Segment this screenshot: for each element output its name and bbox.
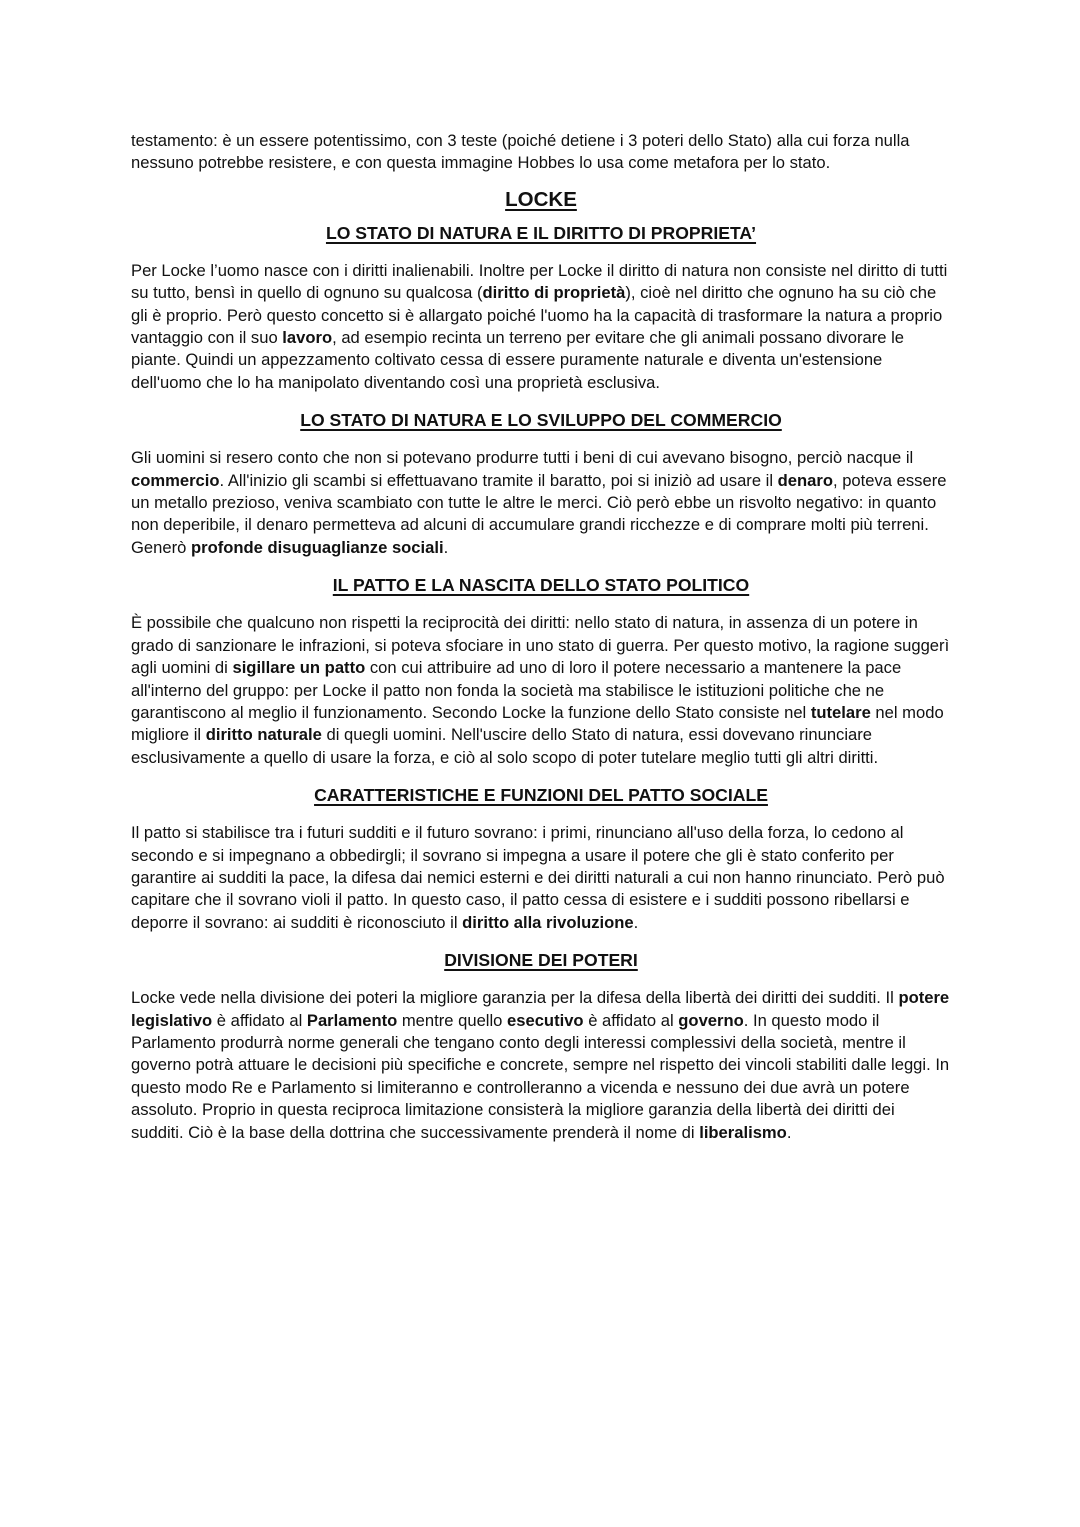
- section-paragraph-poteri: Locke vede nella divisione dei poteri la migliore garanzia per la difesa della libertà dei diritti dei sudditi. Il potere legislativo è affidato al Parlamento mentre quello esecutivo è affidato al governo. In questo modo il Parlamento produrrà norme generali che tengano conto degli interessi complessivi della società, mentre il governo potrà attuare le decisioni più specifiche e concrete, sempre nel rispetto dei vincoli stabiliti dalle leggi. In questo modo Re e Parlamento si limiteranno e controlleranno a vicenda e nessuno dei due avrà un potere assoluto. Proprio in questa reciproca limitazione consisterà la migliore garanzia della libertà dei diritti dei sudditi. Ciò è la base della dottrina che successivamente prenderà il nome di liberalismo.: [131, 988, 950, 1142]
- section-paragraph-patto: È possibile che qualcuno non rispetti la reciprocità dei diritti: nello stato di natura, in assenza di un potere in grado di sanzionare le infrazioni, si poteva sfociare in uno stato di guerra. Per questo motivo, la ragione suggerì agli uomini di sigillare un patto con cui attribuire ad uno di loro il potere necessario a mantenere la pace all'interno del gruppo: per Locke il patto non fonda la società ma stabilisce le istituzioni politiche che ne garantiscono al meglio il funzionamento. Secondo Locke la funzione dello Stato consiste nel tutelare nel modo migliore il diritto naturale di quegli uomini. Nell'uscire dello Stato di natura, essi dovevano rinunciare esclusivamente a quello di usare la forza, e ciò al solo scopo di poter tutelare meglio tutti gli altri diritti.: [131, 613, 950, 767]
- section-heading-proprieta: LO STATO DI NATURA E IL DIRITTO DI PROPRIETA’: [325, 222, 757, 243]
- section-paragraph-proprieta: Per Locke l’uomo nasce con i diritti inalienabili. Inoltre per Locke il diritto di natura non consiste nel diritto di tutti su tutto, bensì in quello di ognuno su qualcosa (diritto di proprietà), cioè nel diritto che ognuno ha su ciò che gli è proprio. Però questo concetto si è allargato poiché l'uomo ha la capacità di trasformare la natura a proprio vantaggio con il suo lavoro, ad esempio recinta un terreno per evitare che gli animali possano divorare le piante. Quindi un appezzamento coltivato cessa di essere puramente naturale e diventa un'estensione dell'uomo che lo ha manipolato diventando così una proprietà esclusiva.: [131, 260, 948, 392]
- section-paragraph-patto-sociale: Il patto si stabilisce tra i futuri sudditi e il futuro sovrano: i primi, rinunciano all'uso della forza, lo cedono al secondo e si impegnano a obbedirgli; il sovrano si impegna a usare il potere che gli è stato conferito per garantire ai sudditi la pace, la difesa dai nemici esterni e dei diritti naturali a cui non hanno rinunciato. Però può capitare che il sovrano violi il patto. In questo caso, il patto cessa di esistere e i sudditi possono ribellarsi e deporre il sovrano: ai sudditi è riconosciuto il diritto alla rivoluzione.: [131, 823, 945, 932]
- page-title: LOCKE: [505, 187, 577, 211]
- section-heading-commercio: LO STATO DI NATURA E LO SVILUPPO DEL COMMERCIO: [300, 410, 782, 431]
- section-heading-poteri: DIVISIONE DEI POTERI: [444, 950, 638, 971]
- intro-paragraph: testamento: è un essere potentissimo, con 3 teste (poiché detiene i 3 poteri dello Stato) alla cui forza nulla nessuno potrebbe resistere, e con questa immagine Hobbes lo usa come metafora per lo stato.: [131, 131, 910, 173]
- document-page: [131, 130, 951, 1144]
- section-paragraph-commercio: Gli uomini si resero conto che non si potevano produrre tutti i beni di cui avevano bisogno, perciò nacque il commercio. All'inizio gli scambi si effettuavano tramite il baratto, poi si iniziò ad usare il denaro, poteva essere un metallo prezioso, veniva scambiato con tutte le altre le merci. Ciò però ebbe un risvolto negativo: in quanto non deperibile, il denaro permetteva ad alcuni di accumulare grandi ricchezze e di comprare molti più terreni. Generò profonde disuguaglianze sociali.: [131, 448, 947, 557]
- section-heading-patto: IL PATTO E LA NASCITA DELLO STATO POLITICO: [332, 575, 750, 596]
- section-heading-patto-sociale: CARATTERISTICHE E FUNZIONI DEL PATTO SOCIALE: [314, 785, 768, 806]
